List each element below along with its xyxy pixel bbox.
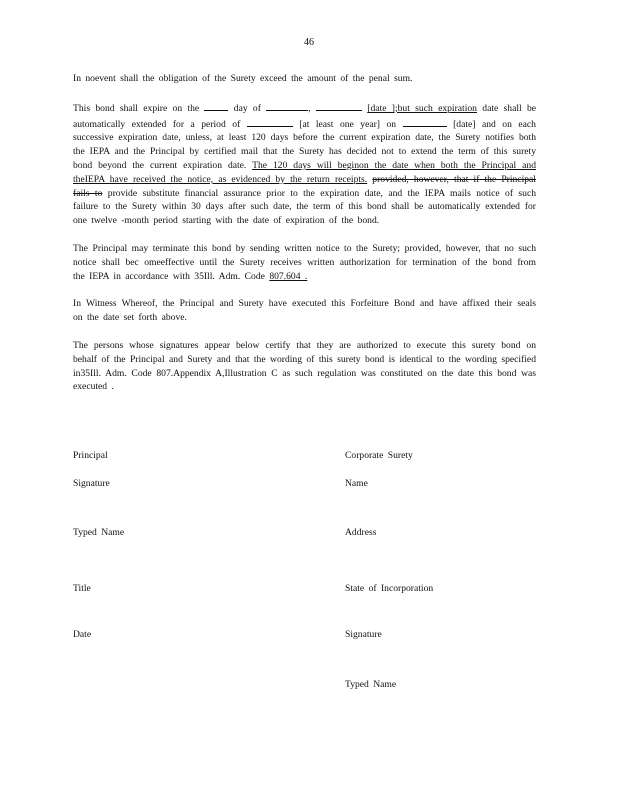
label-surety-typed-name: Typed Name bbox=[345, 679, 397, 690]
label-name: Name bbox=[345, 478, 368, 489]
text: [at least one year] on bbox=[299, 118, 397, 130]
text: [date] and on each successive expiration date, unless, at least 120 days before the current expiration date, the Surety notifies both the IEPA and the Principal by certified mail that the Surety has decided not to extend the term of this surety bond beyond the current expiration date. bbox=[73, 118, 536, 171]
label-state-of-incorporation: State of Incorporation bbox=[345, 583, 434, 594]
text: , bbox=[308, 102, 311, 114]
paragraph-penal-sum: In noevent shall the obligation of the Surety exceed the amount of the penal sum. bbox=[73, 73, 413, 84]
text: date shall be automatically extended for a period of bbox=[73, 102, 537, 130]
text-underlined: [date ];but such expiration bbox=[367, 102, 477, 114]
blank-day bbox=[204, 100, 228, 111]
paragraph-certification: The persons whose signatures appear below certify that they are authorized to execute this surety bond on behalf of the Principal and Surety and that the wording of this surety bond is identical to the wording specified in35Ill. Adm. Code 807.Appendix A,Illustration C as such regulation was constituted on the date this bond was executed . bbox=[73, 339, 536, 393]
text-struck: provided, however, that if the Principal fails to bbox=[73, 173, 536, 199]
label-address: Address bbox=[345, 527, 377, 538]
blank-period bbox=[247, 116, 293, 127]
text-underlined: 807.604 . bbox=[269, 270, 308, 282]
paragraph-expiration bbox=[73, 100, 536, 228]
text: provide substitute financial assurance prior to the expiration date, and the IEPA mails notice of such failure to the Surety within 30 days after such date, the term of this bond shall be automatically extended for one twelve -month period starting with the date of expiration of the bond. bbox=[73, 187, 536, 227]
label-date: Date bbox=[73, 629, 92, 640]
blank-year bbox=[316, 100, 362, 111]
text: This bond shall expire on the bbox=[73, 102, 200, 114]
blank-date bbox=[403, 116, 447, 127]
label-surety-signature: Signature bbox=[345, 629, 382, 640]
bond-body bbox=[73, 72, 536, 408]
paragraph-termination bbox=[73, 242, 536, 283]
paragraph-witness: In Witness Whereof, the Principal and Surety have executed this Forfeiture Bond and have affixed their seals on the date set forth above. bbox=[73, 298, 536, 324]
page-number: 46 bbox=[304, 37, 314, 48]
label-signature: Signature bbox=[73, 478, 110, 489]
text-underlined: The 120 days will beginon the date when both the Principal and theIEPA have received the notice, as evidenced by the return receipts. bbox=[73, 159, 536, 185]
text: The Principal may terminate this bond by sending written notice to the Surety; provided, however, that no such notice shall bec omeeffective until the Surety receives written authorization for termination of the bond from the IEPA in accordance with 35Ill. Adm. Code bbox=[73, 242, 536, 282]
label-title: Title bbox=[73, 583, 91, 594]
blank-month bbox=[266, 100, 308, 111]
text: day of bbox=[233, 102, 261, 114]
label-principal: Principal bbox=[73, 450, 108, 461]
label-corporate-surety: Corporate Surety bbox=[345, 450, 413, 461]
label-typed-name: Typed Name bbox=[73, 527, 125, 538]
